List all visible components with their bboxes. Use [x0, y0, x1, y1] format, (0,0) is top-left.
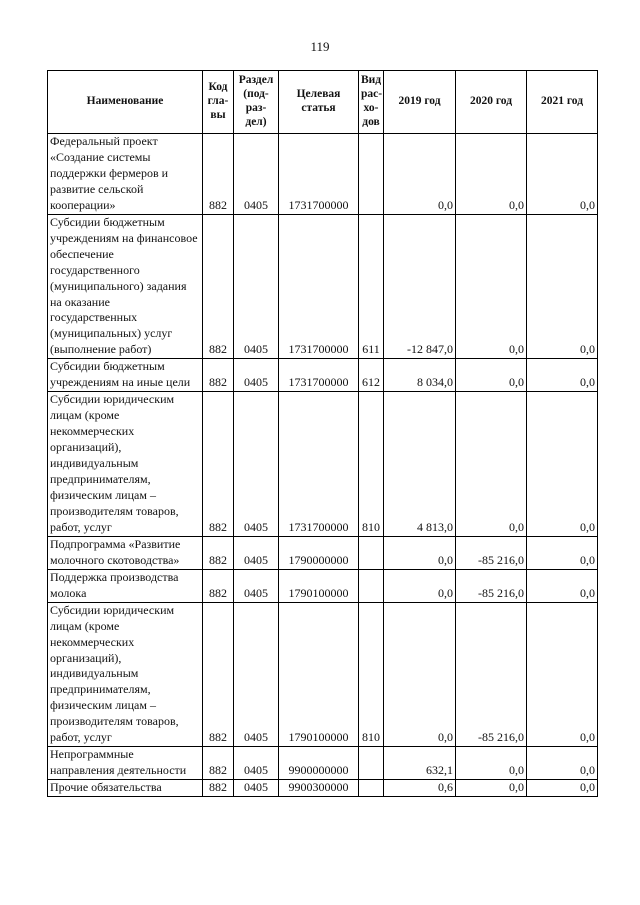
table-row: [48, 569, 598, 602]
row-target-cell: 9900000000: [279, 747, 359, 780]
table-header-row: [48, 71, 598, 134]
row-expense-cell: [359, 747, 384, 780]
row-2021-cell: 0,0: [527, 747, 598, 780]
row-name-cell: Субсидии бюджетным учреждениям на иные цели: [48, 359, 203, 392]
header-expense: Вид рас- хо- дов: [359, 71, 384, 134]
row-expense-cell: 810: [359, 602, 384, 747]
row-2021-cell: 0,0: [527, 134, 598, 215]
row-2020-cell: 0,0: [456, 359, 527, 392]
row-name-cell: Субсидии юридическим лицам (кроме некоммерческих организаций), индивидуальным предпринимателям, физическим лицам – производителям товаров, работ, услуг: [48, 602, 203, 747]
row-2019-cell: 0,0: [384, 602, 456, 747]
row-code-cell: 882: [203, 569, 234, 602]
table-row: [48, 134, 598, 215]
table-row: [48, 359, 598, 392]
row-expense-cell: 611: [359, 214, 384, 359]
row-2019-cell: 0,6: [384, 780, 456, 797]
row-expense-cell: 810: [359, 392, 384, 537]
row-2020-cell: 0,0: [456, 780, 527, 797]
row-name-cell: Подпрограмма «Развитие молочного скотоводства»: [48, 536, 203, 569]
row-expense-cell: [359, 780, 384, 797]
header-2019: 2019 год: [384, 71, 456, 134]
row-2021-cell: 0,0: [527, 392, 598, 537]
row-name-cell: Субсидии юридическим лицам (кроме некоммерческих организаций), индивидуальным предпринимателям, физическим лицам – производителям товаров, работ, услуг: [48, 392, 203, 537]
row-section-cell: 0405: [234, 569, 279, 602]
row-2019-cell: 0,0: [384, 134, 456, 215]
row-code-cell: 882: [203, 392, 234, 537]
row-2021-cell: 0,0: [527, 569, 598, 602]
row-section-cell: 0405: [234, 214, 279, 359]
row-code-cell: 882: [203, 536, 234, 569]
row-expense-cell: [359, 569, 384, 602]
row-target-cell: 9900300000: [279, 780, 359, 797]
table-row: [48, 747, 598, 780]
row-2020-cell: -85 216,0: [456, 569, 527, 602]
row-target-cell: 1790000000: [279, 536, 359, 569]
table-row: [48, 214, 598, 359]
row-name-cell: Федеральный проект «Создание системы поддержки фермеров и развитие сельской кооперации»: [48, 134, 203, 215]
row-target-cell: 1731700000: [279, 359, 359, 392]
row-name-cell: Прочие обязательства: [48, 780, 203, 797]
row-2021-cell: 0,0: [527, 780, 598, 797]
row-expense-cell: [359, 134, 384, 215]
page-number: 119: [310, 39, 330, 54]
budget-table: [47, 70, 598, 797]
row-target-cell: 1731700000: [279, 214, 359, 359]
header-2020: 2020 год: [456, 71, 527, 134]
row-target-cell: 1731700000: [279, 392, 359, 537]
row-section-cell: 0405: [234, 536, 279, 569]
row-expense-cell: [359, 536, 384, 569]
row-2019-cell: 0,0: [384, 569, 456, 602]
row-section-cell: 0405: [234, 134, 279, 215]
header-section: Раздел (под- раз- дел): [234, 71, 279, 134]
row-expense-cell: 612: [359, 359, 384, 392]
row-target-cell: 1790100000: [279, 602, 359, 747]
row-2019-cell: 632,1: [384, 747, 456, 780]
row-target-cell: 1790100000: [279, 569, 359, 602]
table-row: [48, 780, 598, 797]
row-2020-cell: 0,0: [456, 747, 527, 780]
row-section-cell: 0405: [234, 602, 279, 747]
row-name-cell: Поддержка производства молока: [48, 569, 203, 602]
row-2021-cell: 0,0: [527, 359, 598, 392]
row-2020-cell: 0,0: [456, 134, 527, 215]
row-2019-cell: -12 847,0: [384, 214, 456, 359]
row-2019-cell: 4 813,0: [384, 392, 456, 537]
header-target: Целевая статья: [279, 71, 359, 134]
header-code: Код гла- вы: [203, 71, 234, 134]
row-section-cell: 0405: [234, 780, 279, 797]
table-body: [48, 134, 598, 797]
table-row: [48, 602, 598, 747]
row-2020-cell: 0,0: [456, 392, 527, 537]
row-2020-cell: -85 216,0: [456, 536, 527, 569]
table-row: [48, 536, 598, 569]
row-code-cell: 882: [203, 359, 234, 392]
row-2020-cell: -85 216,0: [456, 602, 527, 747]
row-name-cell: Субсидии бюджетным учреждениям на финансовое обеспечение государственного (муниципального) задания на оказание государственных (муниципальных) услуг (выполнение работ): [48, 214, 203, 359]
row-2020-cell: 0,0: [456, 214, 527, 359]
row-2019-cell: 0,0: [384, 536, 456, 569]
header-2021: 2021 год: [527, 71, 598, 134]
table-row: [48, 392, 598, 537]
row-2021-cell: 0,0: [527, 214, 598, 359]
row-name-cell: Непрограммные направления деятельности: [48, 747, 203, 780]
row-code-cell: 882: [203, 747, 234, 780]
row-code-cell: 882: [203, 602, 234, 747]
row-section-cell: 0405: [234, 359, 279, 392]
row-section-cell: 0405: [234, 392, 279, 537]
row-target-cell: 1731700000: [279, 134, 359, 215]
row-section-cell: 0405: [234, 747, 279, 780]
row-code-cell: 882: [203, 780, 234, 797]
row-code-cell: 882: [203, 134, 234, 215]
row-2019-cell: 8 034,0: [384, 359, 456, 392]
row-code-cell: 882: [203, 214, 234, 359]
header-name: Наименование: [48, 71, 203, 134]
row-2021-cell: 0,0: [527, 536, 598, 569]
row-2021-cell: 0,0: [527, 602, 598, 747]
